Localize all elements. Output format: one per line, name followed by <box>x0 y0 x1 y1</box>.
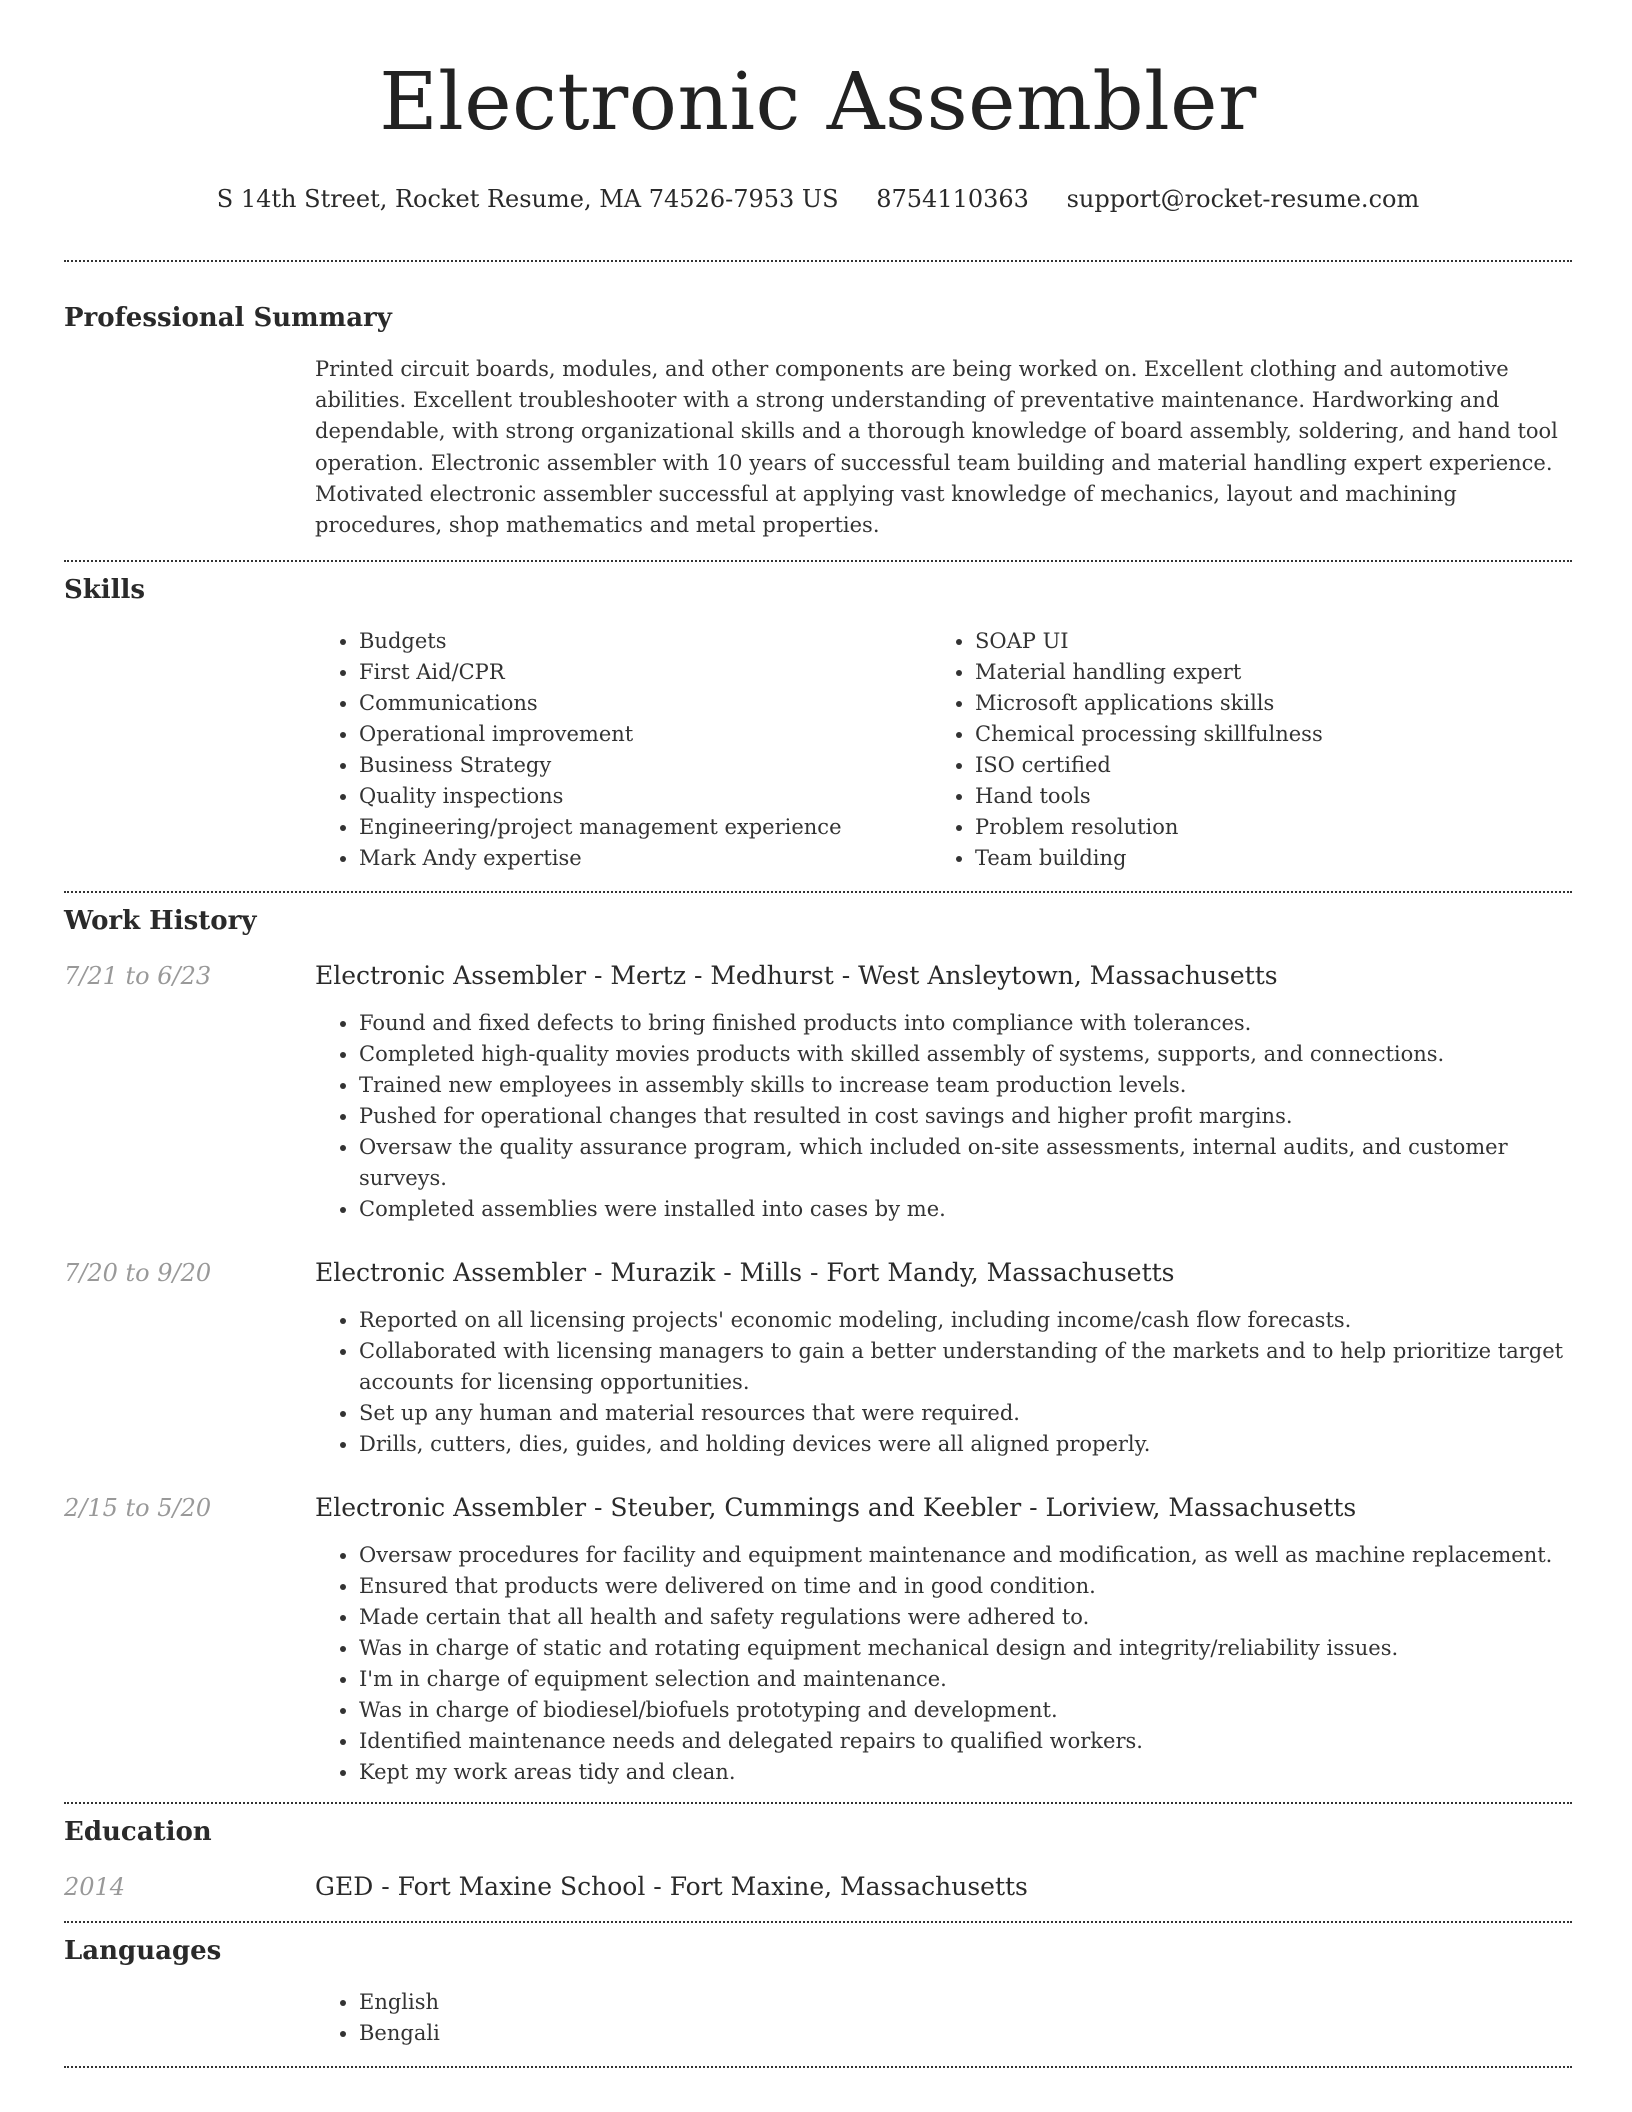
languages-heading: Languages <box>64 1936 222 1967</box>
summary-heading: Professional Summary <box>64 303 392 333</box>
job-bullets <box>315 1008 1572 1225</box>
education-date: 2014 <box>64 1873 126 1902</box>
skill-item: • Budgets <box>359 626 931 657</box>
skill-item: • Quality inspections <box>359 781 931 812</box>
job-bullets <box>315 1305 1572 1460</box>
skill-item: • Engineering/project management experience <box>359 812 931 843</box>
job-bullet: • Set up any human and material resources that were required. <box>359 1398 1572 1429</box>
skills-grid <box>315 626 1572 874</box>
resume-title: Electronic Assembler <box>379 55 1257 148</box>
skills-section <box>64 562 1572 874</box>
languages-list <box>315 1987 1572 2049</box>
job-bullet: • Reported on all licensing projects' economic modeling, including income/cash flow forecasts. <box>359 1305 1572 1336</box>
skill-item: • Problem resolution <box>975 812 1547 843</box>
skill-item: • Chemical processing skillfulness <box>975 719 1547 750</box>
job-bullet: • Ensured that products were delivered on time and in good condition. <box>359 1571 1572 1602</box>
skills-column-right <box>931 626 1547 874</box>
job-bullet: • Pushed for operational changes that resulted in cost savings and higher profit margins. <box>359 1101 1572 1132</box>
summary-section <box>64 262 1572 541</box>
work-section <box>64 893 1572 1788</box>
job-title: Electronic Assembler - Murazik - Mills - Fort Mandy, Massachusetts <box>315 1258 1175 1288</box>
job-bullet: • Kept my work areas tidy and clean. <box>359 1757 1572 1788</box>
skill-item: • Team building <box>975 843 1547 874</box>
job-title: Electronic Assembler - Steuber, Cummings and Keebler - Loriview, Massachusetts <box>315 1493 1357 1523</box>
job-bullet: • Completed assemblies were installed into cases by me. <box>359 1194 1572 1225</box>
job-bullet: • Completed high-quality movies products with skilled assembly of systems, supports, and connections. <box>359 1039 1572 1070</box>
education-heading: Education <box>64 1817 212 1848</box>
job-bullet: • Identified maintenance needs and delegated repairs to qualified workers. <box>359 1726 1572 1757</box>
education-title: GED - Fort Maxine School - Fort Maxine, Massachusetts <box>315 1872 1028 1902</box>
skill-item: • Operational improvement <box>359 719 931 750</box>
divider <box>64 2066 1572 2068</box>
job-entry <box>64 961 1572 1225</box>
skills-list-right <box>931 626 1547 874</box>
work-heading: Work History <box>64 906 257 937</box>
education-section <box>64 1804 1572 1902</box>
job-bullet: • Found and fixed defects to bring finished products into compliance with tolerances. <box>359 1008 1572 1039</box>
job-bullet: • Oversaw procedures for facility and equipment maintenance and modification, as well as machine replacement. <box>359 1540 1572 1571</box>
job-header <box>64 1493 1572 1523</box>
job-bullet: • Was in charge of static and rotating equipment mechanical design and integrity/reliability issues. <box>359 1633 1572 1664</box>
job-date: 2/15 to 5/20 <box>64 1494 212 1523</box>
skill-item: • Microsoft applications skills <box>975 688 1547 719</box>
job-bullet: • I'm in charge of equipment selection and maintenance. <box>359 1664 1572 1695</box>
contact-email[interactable]: support@rocket-resume.com <box>1066 185 1420 213</box>
language-item: • Bengali <box>359 2018 1572 2049</box>
contact-line <box>64 184 1572 214</box>
job-bullets-wrap <box>315 1540 1572 1788</box>
languages-section <box>64 1923 1572 2049</box>
skills-list-left <box>315 626 931 874</box>
job-bullet: • Was in charge of biodiesel/biofuels prototyping and development. <box>359 1695 1572 1726</box>
job-bullets-wrap <box>315 1305 1572 1460</box>
language-item: • English <box>359 1987 1572 2018</box>
job-bullet: • Made certain that all health and safety regulations were adhered to. <box>359 1602 1572 1633</box>
skill-item: • First Aid/CPR <box>359 657 931 688</box>
job-date: 7/20 to 9/20 <box>64 1259 212 1288</box>
skill-item: • Business Strategy <box>359 750 931 781</box>
resume-page <box>64 0 1572 2068</box>
skill-item: • SOAP UI <box>975 626 1547 657</box>
job-header <box>64 961 1572 991</box>
job-bullet: • Collaborated with licensing managers to gain a better understanding of the markets and to help prioritize target accounts for licensing opportunities. <box>359 1336 1572 1398</box>
skill-item: • Communications <box>359 688 931 719</box>
skill-item: • Material handling expert <box>975 657 1547 688</box>
job-date: 7/21 to 6/23 <box>64 962 212 991</box>
skills-column-left <box>315 626 931 874</box>
job-title: Electronic Assembler - Mertz - Medhurst - West Ansleytown, Massachusetts <box>315 961 1278 991</box>
job-bullets <box>315 1540 1572 1788</box>
contact-phone: 8754110363 <box>876 185 1029 213</box>
education-entry <box>64 1872 1572 1902</box>
skill-item: • Mark Andy expertise <box>359 843 931 874</box>
skill-item: • Hand tools <box>975 781 1547 812</box>
job-entry <box>64 1258 1572 1460</box>
job-header <box>64 1258 1572 1288</box>
job-bullet: • Drills, cutters, dies, guides, and holding devices were all aligned properly. <box>359 1429 1572 1460</box>
languages-wrap <box>315 1987 1572 2049</box>
skill-item: • ISO certified <box>975 750 1547 781</box>
job-entry <box>64 1493 1572 1788</box>
skills-heading: Skills <box>64 575 146 606</box>
job-bullets-wrap <box>315 1008 1572 1225</box>
job-bullet: • Oversaw the quality assurance program, which included on-site assessments, internal audits, and customer surveys. <box>359 1132 1572 1194</box>
contact-address: S 14th Street, Rocket Resume, MA 74526-7953 US <box>216 185 839 213</box>
job-bullet: • Trained new employees in assembly skills to increase team production levels. <box>359 1070 1572 1101</box>
summary-text: Printed circuit boards, modules, and other components are being worked on. Excellent clothing and automotive abilities. Excellent troubleshooter with a strong understanding of preventative maintenance. Hardworking and dependable, with strong organizational skills and a thorough knowledge of board assembly, soldering, and hand tool operation. Electronic assembler with 10 years of successful team building and material handling expert experience. Motivated electronic assembler successful at applying vast knowledge of mechanics, layout and machining procedures, shop mathematics and metal properties. <box>315 357 1558 538</box>
